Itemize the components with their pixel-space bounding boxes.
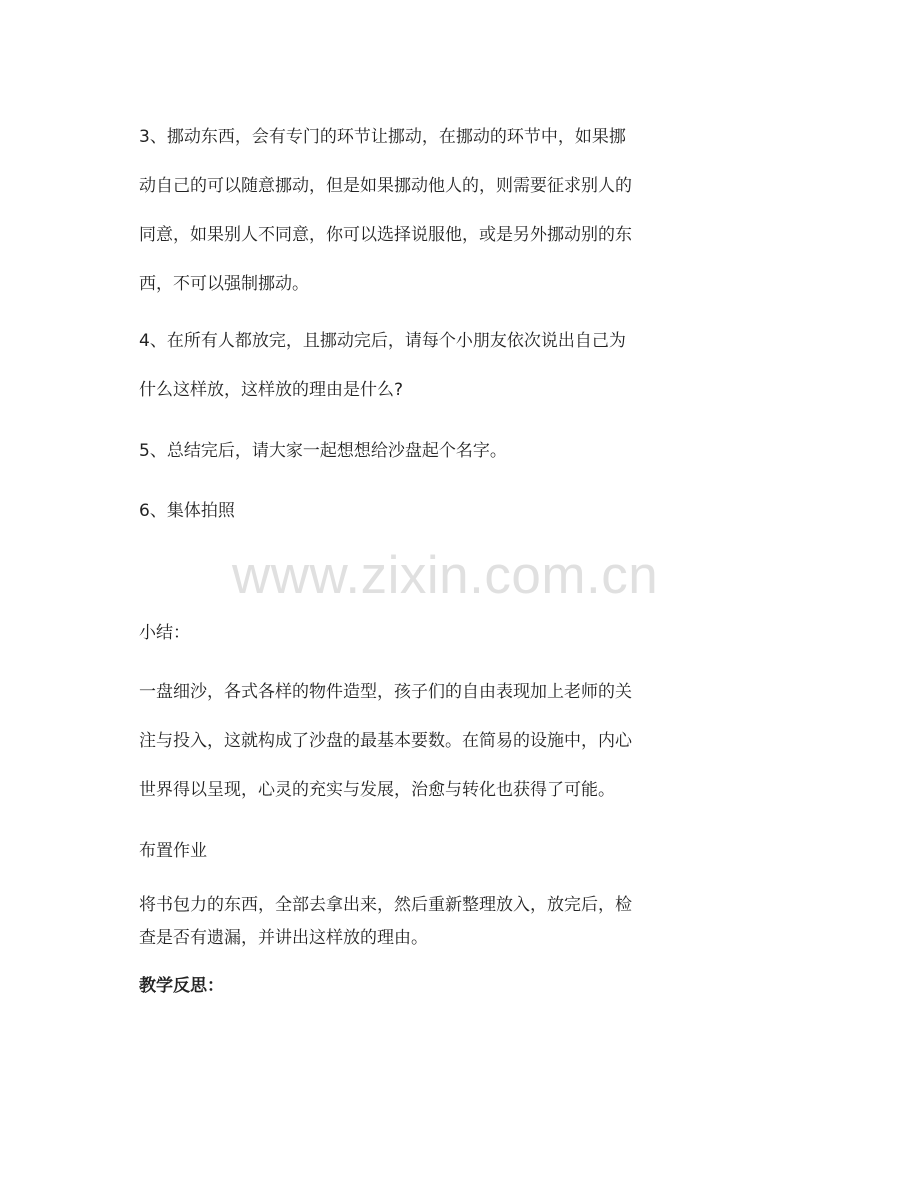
paragraph-line: 什么这样放，这样放的理由是什么? [139, 380, 404, 400]
heading-text: 布置作业 [139, 841, 207, 861]
paragraph-line: 4、在所有人都放完，且挪动完后，请每个小朋友依次说出自己为 [139, 331, 626, 351]
paragraph-line: 同意，如果别人不同意，你可以选择说服他，或是另外挪动别的东 [139, 225, 632, 245]
summary-paragraph [139, 668, 684, 815]
paragraph-step-4 [139, 317, 684, 415]
paragraph-line: 6、集体拍照 [139, 501, 235, 521]
homework-heading [139, 827, 684, 876]
paragraph-line: 5、总结完后，请大家一起想想给沙盘起个名字。 [139, 441, 507, 461]
homework-paragraph [139, 881, 684, 963]
reflection-heading [139, 962, 684, 1011]
paragraph-step-3 [139, 113, 684, 309]
paragraph-step-5 [139, 427, 684, 476]
paragraph-line: 将书包力的东西，全部去拿出来，然后重新整理放入，放完后，检 [139, 895, 632, 915]
paragraph-line: 查是否有遗漏，并讲出这样放的理由。 [139, 928, 428, 948]
paragraph-line: 一盘细沙，各式各样的物件造型，孩子们的自由表现加上老师的关 [139, 682, 632, 702]
watermark: www.zixin.com.cn [232, 546, 659, 605]
paragraph-line: 动自己的可以随意挪动，但是如果挪动他人的，则需要征求别人的 [139, 176, 632, 196]
paragraph-line: 注与投入，这就构成了沙盘的最基本要数。在简易的设施中，内心 [139, 731, 632, 751]
heading-text: 教学反思： [139, 976, 224, 996]
summary-heading [139, 609, 684, 658]
paragraph-line: 3、挪动东西，会有专门的环节让挪动，在挪动的环节中，如果挪 [139, 127, 626, 147]
paragraph-step-6 [139, 487, 684, 536]
paragraph-line: 西，不可以强制挪动。 [139, 274, 309, 294]
paragraph-line: 世界得以呈现，心灵的充实与发展，治愈与转化也获得了可能。 [139, 780, 615, 800]
heading-text: 小结： [139, 623, 190, 643]
